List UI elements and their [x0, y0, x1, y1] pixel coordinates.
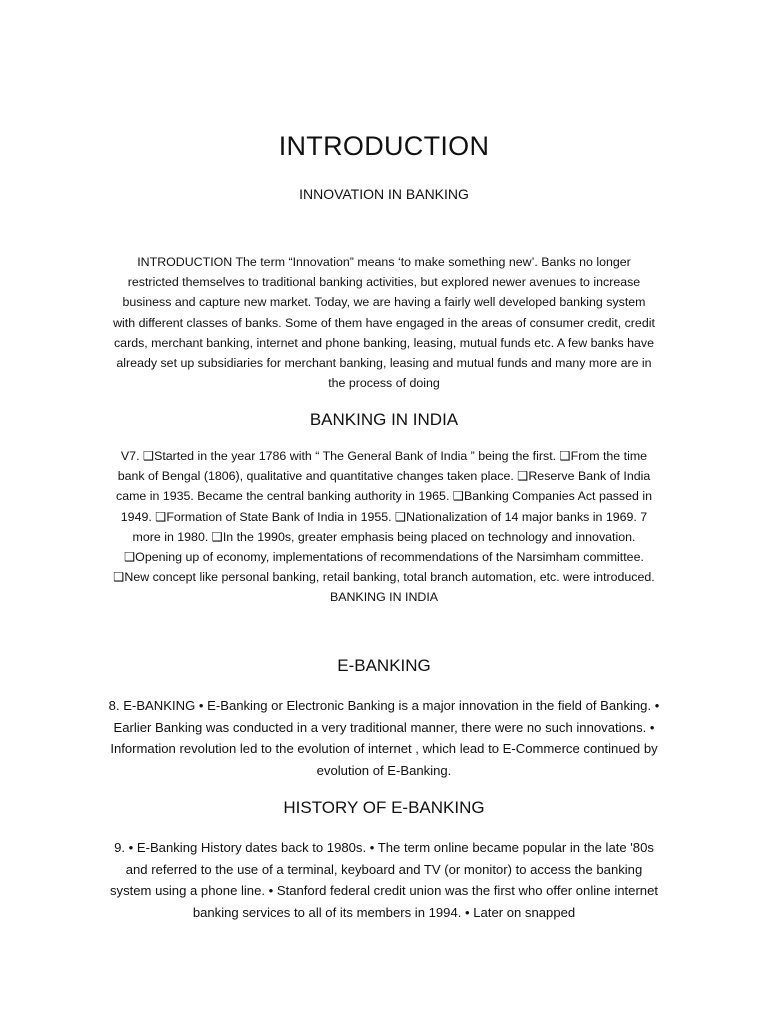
banking-in-india-heading: BANKING IN INDIA [309, 410, 459, 429]
page-subtitle: INNOVATION IN BANKING [299, 186, 469, 202]
history-of-e-banking-paragraph: 9. • E-Banking History dates back to 1980s. • The term online became popular in the late '80s and referred to the use of a terminal, keyboard and TV (or monitor) to access the banking system using a phone line. • Stanford federal credit union was the first who offer online internet banking services to all of its members in 1994. • Later on snapped [109, 840, 659, 920]
history-of-e-banking-heading: HISTORY OF E-BANKING [283, 798, 485, 817]
page-title: INTRODUCTION [278, 131, 490, 161]
e-banking-paragraph: 8. E-BANKING • E-Banking or Electronic Banking is a major innovation in the field of Banking. • Earlier Banking was conducted in a very traditional manner, there were no such innovations. • Information revolution led to the evolution of internet , which lead to E-Commerce continued by evolution of E-Banking. [108, 698, 660, 778]
introduction-paragraph: INTRODUCTION The term “Innovation” means ‘to make something new’. Banks no longer restricted themselves to traditional banking activities, but explored newer avenues to increase business and capture new market. Today, we are having a fairly well developed banking system with different classes of banks. Some of them have engaged in the areas of consumer credit, credit cards, merchant banking, internet and phone banking, leasing, mutual funds etc. A few banks have already set up subsidiaries for merchant banking, leasing and mutual funds and many more are in the process of doing [113, 255, 655, 391]
banking-in-india-paragraph: V7. ❑Started in the year 1786 with “ The General Bank of India ” being the first. ❑From the time bank of Bengal (1806), qualitative and quantitative changes taken place. ❑Reserve Bank of India came in 1935. Became the central banking authority in 1965. ❑Banking Companies Act passed in 1949. ❑Formation of State Bank of India in 1955. ❑Nationalization of 14 major banks in 1969. 7 more in 1980. ❑In the 1990s, greater emphasis being placed on technology and innovation. ❑Opening up of economy, implementations of recommendations of the Narsimham committee. ❑New concept like personal banking, retail banking, total branch automation, etc. were introduced. BANKING IN INDIA [113, 449, 655, 605]
e-banking-heading: E-BANKING [337, 656, 431, 675]
